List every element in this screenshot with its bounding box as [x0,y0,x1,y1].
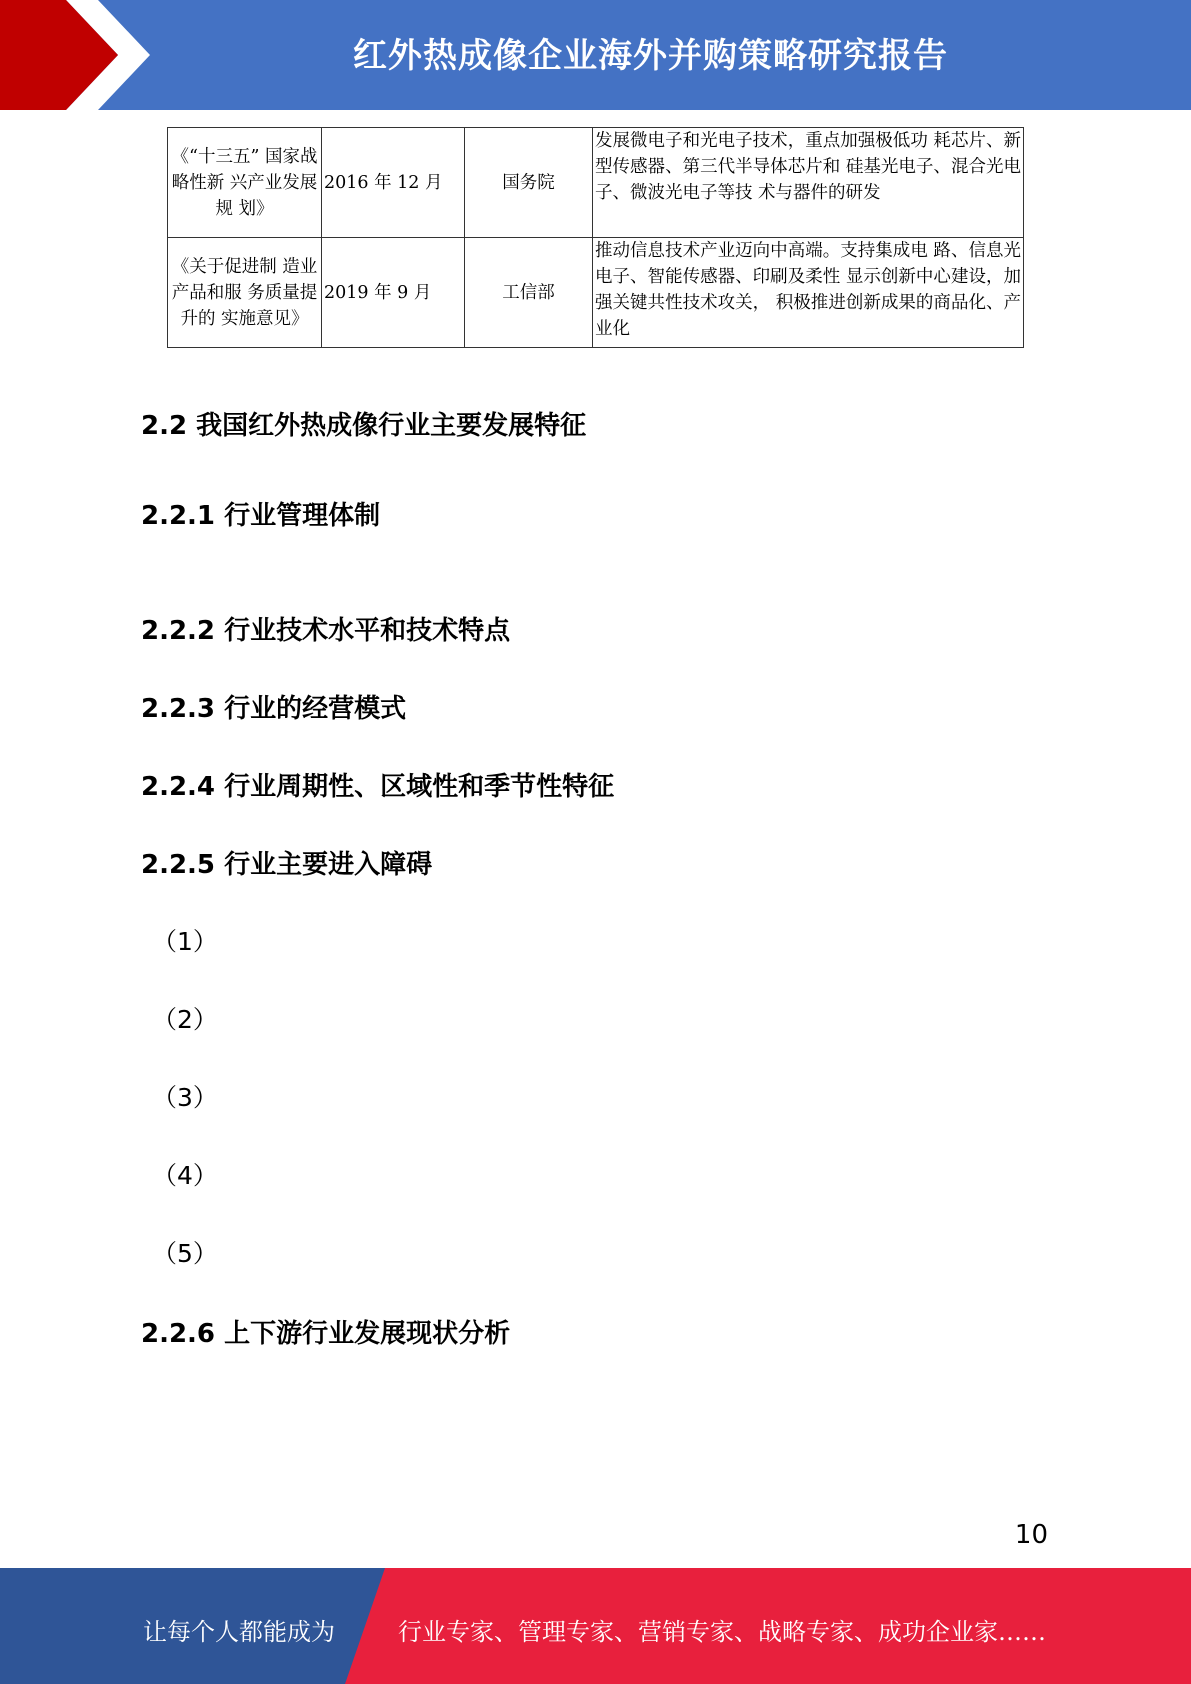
list-item: （1） [152,927,218,956]
section-heading-2-2-5: 2.2.5 行业主要进入障碍 [141,850,433,880]
policy-department: 国务院 [465,128,593,238]
section-heading-2-2: 2.2 我国红外热成像行业主要发展特征 [141,411,587,441]
policy-table [167,127,1024,348]
header-red-block [0,0,66,110]
list-item: （4） [152,1161,218,1190]
section-heading-2-2-3: 2.2.3 行业的经营模式 [141,694,407,724]
section-heading-2-2-1: 2.2.1 行业管理体制 [141,501,381,531]
table-row [168,238,1024,348]
list-item: （2） [152,1005,218,1034]
page-footer [0,1568,1191,1684]
section-heading-2-2-6: 2.2.6 上下游行业发展现状分析 [141,1319,511,1349]
section-heading-2-2-2: 2.2.2 行业技术水平和技术特点 [141,616,511,646]
section-heading-2-2-4: 2.2.4 行业周期性、区域性和季节性特征 [141,772,615,802]
footer-slogan-right: 行业专家、管理专家、营销专家、战略专家、成功企业家…… [398,1618,1046,1646]
policy-description: 发展微电子和光电子技术，重点加强极低功 耗芯片、新型传感器、第三代半导体芯片和 硅基光电子、混合光电子、微波光电子等技 术与器件的研发 [593,128,1024,238]
report-title: 红外热成像企业海外并购策略研究报告 [353,36,948,76]
table-row [168,128,1024,238]
header-chevron-icon [66,0,156,110]
policy-department: 工信部 [465,238,593,348]
policy-description: 推动信息技术产业迈向中高端。支持集成电 路、信息光电子、智能传感器、印刷及柔性 显示创新中心建设，加强关键共性技术攻关， 积极推进创新成果的商品化、产业化 [593,238,1024,348]
policy-date: 2016 年 12 月 [322,128,465,238]
policy-name: 《“十三五” 国家战略性新 兴产业发展规 划》 [168,128,322,238]
policy-name: 《关于促进制 造业产品和服 务质量提升的 实施意见》 [168,238,322,348]
footer-slogan-left: 让每个人都能成为 [143,1618,335,1646]
list-item: （3） [152,1083,218,1112]
page-header [0,0,1191,110]
policy-date: 2019 年 9 月 [322,238,465,348]
page-number: 10 [1014,1520,1048,1550]
list-item: （5） [152,1239,218,1268]
